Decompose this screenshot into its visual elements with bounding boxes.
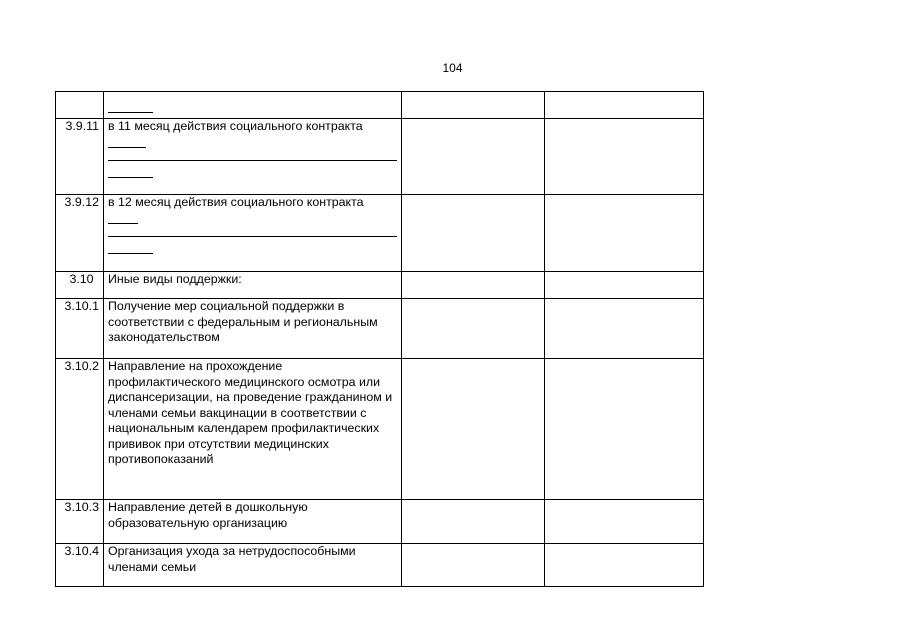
description-cell [104,359,402,500]
table-row [56,119,704,195]
blank-line [108,167,153,178]
blank-line [108,213,138,224]
row-description: в 12 месяц действия социального контракта [108,195,364,209]
blank-line [108,224,397,237]
row-description: Иные виды поддержки: [108,272,242,286]
value-cell [545,500,704,544]
form-table [55,91,704,587]
row-description: Направление на прохождение профилактического медицинского осмотра или диспансеризации, на проведение гражданином и членами семьи вакцинации в соответствии с национальным календарем профилактических прививок при отсутствии медицинских противопоказаний [108,359,393,466]
table-row [56,544,704,587]
value-cell [402,544,545,587]
row-description: Организация ухода за нетрудоспособными членами семьи [108,544,356,574]
row-number-cell [56,92,104,119]
row-number-cell: 3.9.11 [56,119,104,195]
description-cell [104,272,402,299]
value-cell [402,500,545,544]
row-number-cell: 3.10.1 [56,299,104,359]
value-cell [402,272,545,299]
value-cell [402,119,545,195]
value-cell [545,299,704,359]
description-cell [104,195,402,272]
row-number-cell: 3.10 [56,272,104,299]
row-number-cell: 3.10.4 [56,544,104,587]
table-row [56,195,704,272]
table-row [56,299,704,359]
blank-line [108,243,153,254]
description-cell [104,299,402,359]
value-cell [402,299,545,359]
value-cell [545,359,704,500]
value-cell [402,359,545,500]
description-cell [104,544,402,587]
value-cell [545,119,704,195]
row-description: Получение мер социальной поддержки в соответствии с федеральным и региональным законодательством [108,299,378,344]
value-cell [545,92,704,119]
table-row [56,500,704,544]
page-number: 104 [442,61,463,75]
table-row [56,359,704,500]
blank-line [108,137,146,148]
description-cell [104,500,402,544]
blank-line [108,148,397,161]
table-row [56,92,704,119]
row-description: Направление детей в дошкольную образовательную организацию [108,500,308,530]
table-row [56,272,704,299]
description-cell [104,119,402,195]
description-cell [104,92,402,119]
value-cell [402,92,545,119]
value-cell [545,544,704,587]
blank-line [108,100,153,113]
value-cell [402,195,545,272]
row-number-cell: 3.10.2 [56,359,104,500]
row-number-cell: 3.9.12 [56,195,104,272]
value-cell [545,195,704,272]
row-description: в 11 месяц действия социального контракта [108,119,363,133]
value-cell [545,272,704,299]
row-number-cell: 3.10.3 [56,500,104,544]
